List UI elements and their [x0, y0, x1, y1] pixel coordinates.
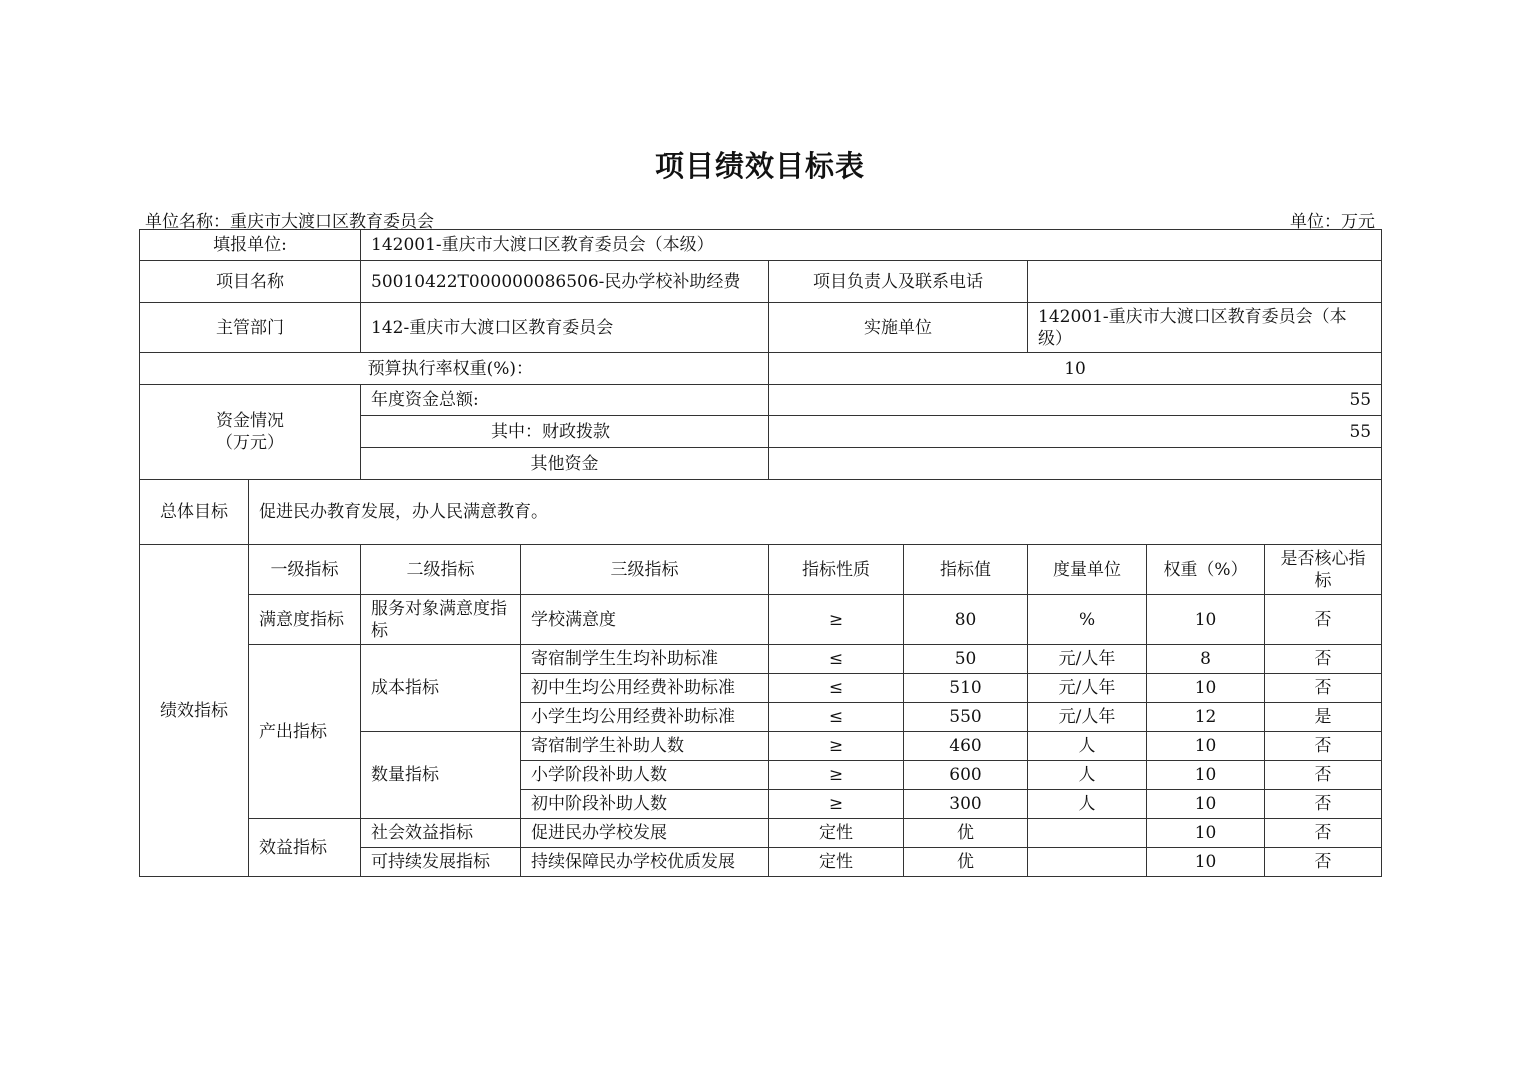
weight-cell: 10: [1147, 790, 1265, 819]
unit-cell: [1028, 848, 1147, 877]
fill-unit-label: 填报单位:: [140, 230, 361, 261]
unit-cell: [1028, 819, 1147, 848]
header-unit: 度量单位: [1028, 545, 1147, 595]
dept-label: 主管部门: [140, 303, 361, 353]
impl-value: 142001-重庆市大渡口区教育委员会（本级）: [1028, 303, 1382, 353]
goal-label: 总体目标: [140, 480, 249, 545]
level3-cell: 促进民办学校发展: [521, 819, 769, 848]
core-cell: 否: [1265, 645, 1382, 674]
nature-cell: ≤: [769, 645, 904, 674]
level1-cell: 效益指标: [249, 819, 361, 877]
header-level3: 三级指标: [521, 545, 769, 595]
core-cell: 否: [1265, 848, 1382, 877]
level3-cell: 寄宿制学生生均补助标准: [521, 645, 769, 674]
weight-cell: 10: [1147, 819, 1265, 848]
header-weight: 权重（%）: [1147, 545, 1265, 595]
funds-label-line1: 资金情况: [216, 411, 284, 431]
level3-cell: 学校满意度: [521, 595, 769, 645]
header-level2: 二级指标: [361, 545, 521, 595]
core-cell: 否: [1265, 819, 1382, 848]
nature-cell: ≥: [769, 761, 904, 790]
level2-cell: 社会效益指标: [361, 819, 521, 848]
value-cell: 510: [904, 674, 1028, 703]
weight-cell: 10: [1147, 732, 1265, 761]
value-cell: 550: [904, 703, 1028, 732]
unit-cell: 元/人年: [1028, 645, 1147, 674]
weight-cell: 12: [1147, 703, 1265, 732]
core-cell: 否: [1265, 732, 1382, 761]
funds-label: [140, 385, 361, 480]
fund-fiscal-value: 55: [769, 416, 1382, 448]
level3-cell: 寄宿制学生补助人数: [521, 732, 769, 761]
funds-label-line2: （万元）: [216, 433, 284, 453]
level2-cell: 服务对象满意度指标: [361, 595, 521, 645]
value-cell: 300: [904, 790, 1028, 819]
core-cell: 是: [1265, 703, 1382, 732]
project-name-row: [140, 261, 1382, 303]
weight-cell: 10: [1147, 595, 1265, 645]
project-name-value: 50010422T000000086506-民办学校补助经费: [361, 261, 769, 303]
level3-cell: 小学阶段补助人数: [521, 761, 769, 790]
performance-target-table: [139, 229, 1382, 877]
page-title: 项目绩效目标表: [654, 149, 865, 183]
fund-total-value: 55: [769, 385, 1382, 416]
table-row: [140, 595, 1382, 645]
nature-cell: ≥: [769, 790, 904, 819]
unit-cell: 元/人年: [1028, 674, 1147, 703]
level2-cell: 数量指标: [361, 732, 521, 819]
value-cell: 600: [904, 761, 1028, 790]
project-name-label: 项目名称: [140, 261, 361, 303]
level1-cell: 满意度指标: [249, 595, 361, 645]
perf-header-row: [140, 545, 1382, 595]
fund-fiscal-label: 其中：财政拨款: [361, 416, 769, 448]
core-cell: 否: [1265, 761, 1382, 790]
level3-cell: 小学生均公用经费补助标准: [521, 703, 769, 732]
budget-rate-label: 预算执行率权重(%)：: [140, 353, 769, 385]
budget-rate-row: [140, 353, 1382, 385]
nature-cell: 定性: [769, 819, 904, 848]
core-cell: 否: [1265, 674, 1382, 703]
nature-cell: ≥: [769, 732, 904, 761]
value-cell: 460: [904, 732, 1028, 761]
level1-cell: 产出指标: [249, 645, 361, 819]
weight-cell: 10: [1147, 761, 1265, 790]
value-cell: 优: [904, 819, 1028, 848]
weight-cell: 10: [1147, 848, 1265, 877]
unit-cell: 元/人年: [1028, 703, 1147, 732]
header-level1: 一级指标: [249, 545, 361, 595]
goal-row: [140, 480, 1382, 545]
header-nature: 指标性质: [769, 545, 904, 595]
unit-name: 单位名称：重庆市大渡口区教育委员会: [145, 212, 434, 232]
dept-value: 142-重庆市大渡口区教育委员会: [361, 303, 769, 353]
core-cell: 否: [1265, 595, 1382, 645]
value-cell: 优: [904, 848, 1028, 877]
fund-other-value: [769, 448, 1382, 480]
nature-cell: ≥: [769, 595, 904, 645]
fund-other-label: 其他资金: [361, 448, 769, 480]
unit-label: 单位：万元: [1290, 212, 1375, 232]
unit-cell: 人: [1028, 761, 1147, 790]
nature-cell: ≤: [769, 703, 904, 732]
level3-cell: 初中生均公用经费补助标准: [521, 674, 769, 703]
core-cell: 否: [1265, 790, 1382, 819]
level3-cell: 持续保障民办学校优质发展: [521, 848, 769, 877]
fill-unit-row: [140, 230, 1382, 261]
budget-rate-value: 10: [769, 353, 1382, 385]
contact-label: 项目负责人及联系电话: [769, 261, 1028, 303]
level3-cell: 初中阶段补助人数: [521, 790, 769, 819]
nature-cell: 定性: [769, 848, 904, 877]
unit-cell: 人: [1028, 732, 1147, 761]
level2-cell: 成本指标: [361, 645, 521, 732]
unit-cell: 人: [1028, 790, 1147, 819]
table-row: [140, 645, 1382, 674]
header-core: 是否核心指标: [1265, 545, 1382, 595]
fund-total-label: 年度资金总额:: [361, 385, 769, 416]
unit-cell: %: [1028, 595, 1147, 645]
weight-cell: 10: [1147, 674, 1265, 703]
goal-text: 促进民办教育发展，办人民满意教育。: [249, 480, 1382, 545]
value-cell: 80: [904, 595, 1028, 645]
impl-label: 实施单位: [769, 303, 1028, 353]
header-value: 指标值: [904, 545, 1028, 595]
nature-cell: ≤: [769, 674, 904, 703]
weight-cell: 8: [1147, 645, 1265, 674]
perf-label: 绩效指标: [140, 545, 249, 877]
dept-row: [140, 303, 1382, 353]
contact-value: [1028, 261, 1382, 303]
value-cell: 50: [904, 645, 1028, 674]
fund-total-row: [140, 385, 1382, 416]
fill-unit-value: 142001-重庆市大渡口区教育委员会（本级）: [361, 230, 1382, 261]
table-row: [140, 819, 1382, 848]
level2-cell: 可持续发展指标: [361, 848, 521, 877]
